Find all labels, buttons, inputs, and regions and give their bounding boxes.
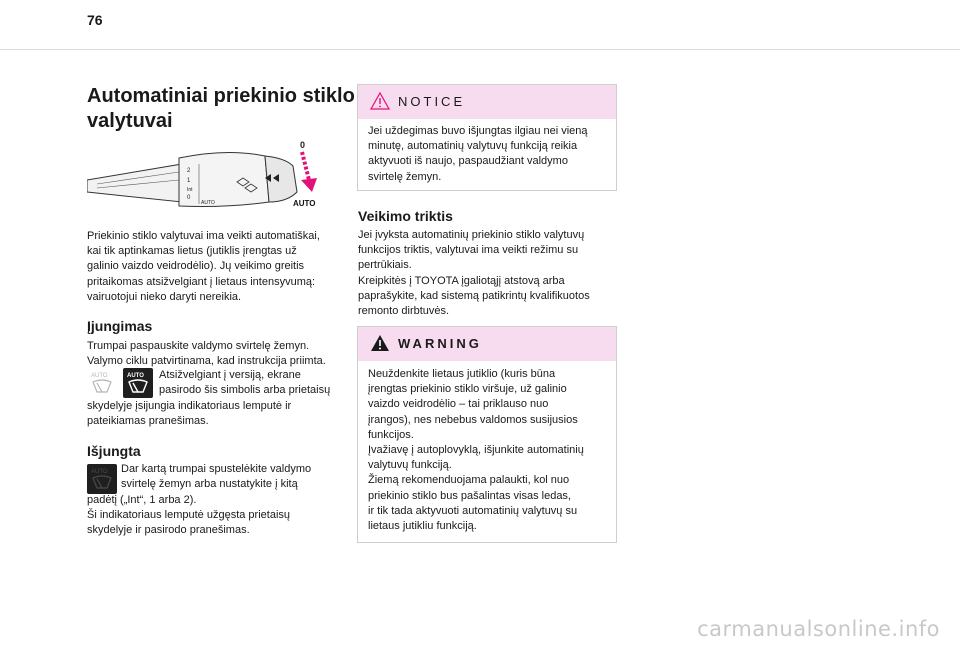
warning-line: vaizdo veidrodėlio – tai priklauso nuo — [368, 398, 549, 411]
press-down-arrow-icon — [301, 152, 317, 192]
deactivation-heading: Išjungta — [87, 443, 141, 459]
section-title — [87, 84, 357, 134]
activation-line: pateikiamas pranešimas. — [87, 415, 209, 428]
auto-label: AUTO — [293, 199, 316, 208]
watermark: carmanualsonline.info — [697, 617, 940, 641]
warning-line: Neuždenkite lietaus jutiklio (kuris būna — [368, 368, 556, 380]
activation-line: Atsižvelgiant į versiją, ekrane — [159, 369, 301, 381]
scale-label-auto: AUTO — [201, 200, 215, 206]
header-rule — [0, 49, 960, 50]
activation-paragraph — [87, 339, 349, 369]
deactivation-line: skydelyje ir pasirodo pranešimas. — [87, 524, 250, 537]
activation-line: Trumpai paspauskite valdymo svirtelę žemyn. — [87, 340, 310, 352]
auto-wiper-off-dim-icon — [87, 464, 117, 494]
icon-auto-text: AUTO — [127, 373, 144, 379]
fault-line: Kreipkitės į TOYOTA įgaliotąjį atstovą arba — [358, 274, 565, 287]
notice-line: svirtelę žemyn. — [368, 170, 442, 183]
activation-heading: Įjungimas — [87, 318, 153, 334]
intro-line: pritaikomas atsižvelgiant į lietaus intensyvumą: — [87, 275, 316, 288]
warning-box — [357, 326, 617, 543]
warning-triangle-icon — [370, 334, 390, 352]
fault-line: funkcijos triktis, valytuvai ima veikti režimu su — [358, 244, 579, 257]
notice-line: aktyvuoti iš naujo, paspaudžiant valdymo — [368, 155, 568, 168]
scale-label-int: Int — [187, 187, 193, 193]
warning-line: valytuvų funkciją. — [368, 459, 452, 472]
activation-line: Valymo ciklu patvirtinama, kad instrukcija priimta. — [87, 355, 326, 368]
intro-line: galinio vaizdo veidrodėlio). Jų veikimo greitis — [87, 260, 305, 273]
deactivation-line: Ši indikatoriaus lemputė užgęsta prietaisų — [87, 509, 291, 522]
notice-text — [368, 124, 608, 185]
notice-box — [357, 84, 617, 191]
caution-triangle-icon — [370, 92, 390, 110]
deactivation-after-text — [87, 493, 349, 539]
fault-heading: Veikimo triktis — [358, 208, 453, 224]
warning-line: įrangos), nes nebebus valdomos susijusios — [368, 413, 578, 426]
position-zero-label: 0 — [300, 140, 306, 150]
warning-line: Įvažiavę į autoplovyklą, išjunkite automatinių — [368, 444, 584, 457]
scale-label-0: 0 — [187, 195, 191, 201]
deactivation-line: svirtelę žemyn arba nustatykite į kitą — [121, 478, 298, 491]
scale-label-2: 2 — [187, 168, 191, 174]
warning-header — [358, 327, 616, 361]
fault-paragraph — [358, 228, 620, 319]
notice-title: NOTICE — [398, 94, 466, 109]
page-number: 76 — [87, 12, 103, 28]
warning-title: WARNING — [398, 336, 482, 351]
title-line-1: Automatiniai priekinio stiklo — [87, 85, 355, 107]
fault-line: paprašykite, kad sistemą patikrintų kvalifikuotos — [358, 289, 590, 302]
fault-line: pertrūkiais. — [358, 259, 412, 272]
deactivation-line: Dar kartą trumpai spustelėkite valdymo — [121, 463, 312, 475]
title-line-2: valytuvai — [87, 110, 173, 132]
icon-auto-text: AUTO — [91, 469, 108, 475]
icon-auto-text: AUTO — [91, 373, 108, 379]
deactivation-icon-text — [121, 462, 353, 492]
warning-line: Žiemą rekomenduojama palaukti, kol nuo — [368, 474, 570, 487]
intro-line: vairuotojui nieko daryti nereikia. — [87, 290, 242, 303]
intro-line: Priekinio stiklo valytuvai ima veikti automatiškai, — [87, 230, 320, 242]
intro-paragraph — [87, 229, 349, 305]
scale-label-1: 1 — [187, 178, 191, 184]
activation-line: pasirodo šis simbolis arba prietaisų — [159, 384, 331, 397]
notice-line: minutę, automatinių valytuvų funkciją reikia — [368, 140, 578, 153]
activation-icon-text — [159, 368, 355, 398]
activation-after-text — [87, 399, 349, 429]
auto-wiper-indicator-off-icon — [87, 368, 117, 398]
activation-line: skydelyje įsijungia indikatoriaus lemputė ir — [87, 400, 292, 412]
warning-line: lietaus jutikliu funkciją. — [368, 520, 477, 533]
notice-line: Jei uždegimas buvo išjungtas ilgiau nei vieną — [368, 125, 588, 137]
deactivation-line: padėtį („Int“, 1 arba 2). — [87, 494, 197, 506]
intro-line: kai tik aptinkamas lietus (jutiklis įrengtas už — [87, 245, 297, 258]
warning-line: ir tik tada aktyvuoti automatinių valytuvų su — [368, 504, 578, 517]
wiper-stalk-figure — [87, 136, 323, 220]
fault-line: remonto dirbtuvės. — [358, 305, 450, 318]
auto-wiper-indicator-on-icon — [123, 368, 153, 398]
notice-header — [358, 85, 616, 119]
warning-text — [368, 367, 608, 534]
warning-line: priekinio stiklo bus pašalintas visas ledas, — [368, 489, 571, 502]
fault-line: Jei įvyksta automatinių priekinio stiklo valytuvų — [358, 229, 585, 241]
warning-line: įrengtas priekinio stiklo viršuje, už galinio — [368, 383, 567, 396]
warning-line: funkcijos. — [368, 428, 414, 441]
